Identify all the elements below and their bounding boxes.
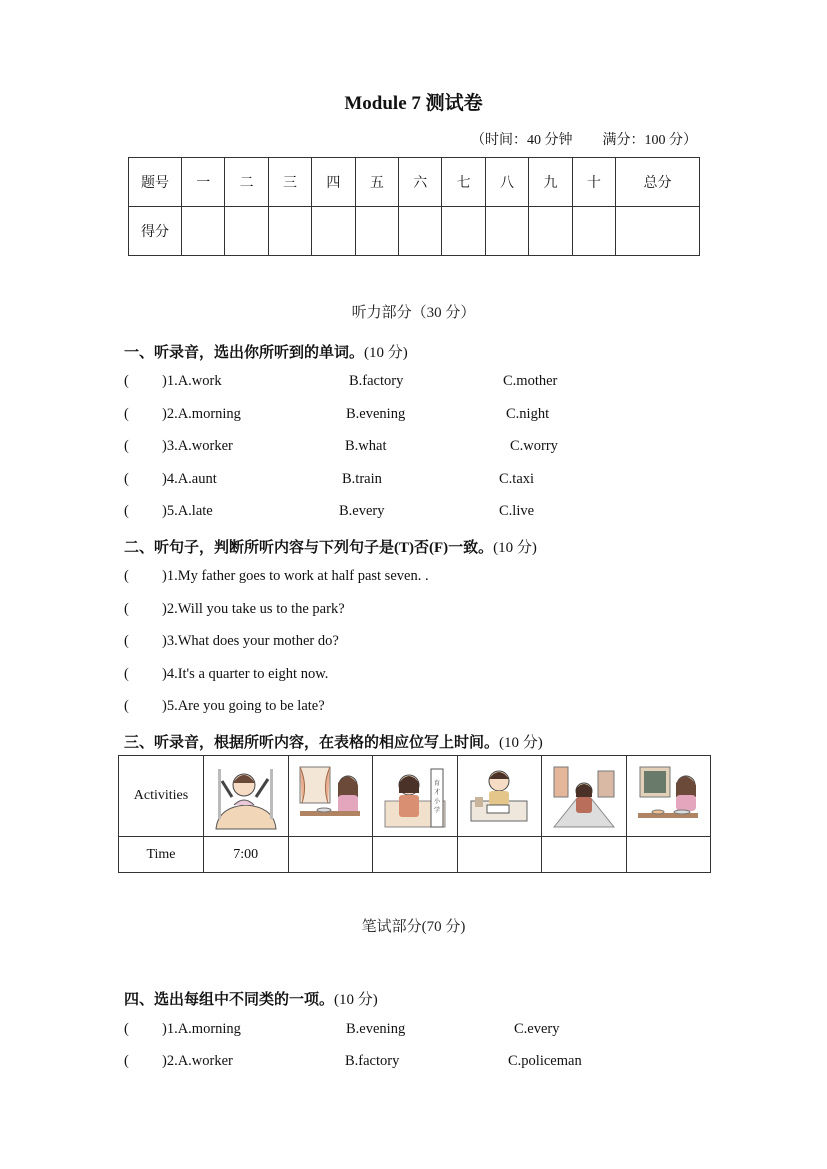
q3-title (124, 731, 543, 752)
time-row (119, 837, 711, 873)
activities-table (118, 755, 711, 873)
answer-paren[interactable]: ( (124, 406, 129, 422)
answer-paren[interactable]: ( (124, 471, 129, 487)
q1-item-b: B.train (342, 471, 382, 487)
q1-item-a: )1.A.work (162, 373, 222, 389)
activity-wake-up-image (204, 756, 289, 837)
q1-item-b: B.every (339, 503, 385, 519)
full-score: 满分：100 分） (602, 133, 697, 148)
q1-item-a: )3.A.worker (162, 438, 233, 454)
q1-item-c: C.night (506, 406, 550, 422)
q1-item-b: B.what (345, 438, 387, 454)
q1-item-c: C.taxi (499, 471, 535, 487)
time-label: Time (119, 837, 204, 873)
score-cell[interactable] (485, 207, 528, 256)
listening-section-header: 听力部分（30 分） (351, 305, 476, 321)
q1-item-b: B.factory (349, 373, 404, 389)
score-table-header-row (129, 158, 700, 207)
score-cell[interactable] (616, 207, 700, 256)
q4-item-b: B.factory (345, 1053, 400, 1069)
q1-item-c: C.worry (510, 438, 558, 454)
q4-points: (10 分) (334, 992, 378, 1008)
q1-item-c: C.mother (503, 373, 558, 389)
answer-paren[interactable]: ( (124, 633, 129, 649)
time-cell[interactable] (542, 837, 627, 873)
answer-paren[interactable]: ( (124, 568, 129, 584)
page-title: Module 7 测试卷 (344, 93, 483, 114)
activity-dinner-image (626, 756, 711, 837)
score-col-7: 七 (442, 158, 485, 207)
q2-sentence: )4.It's a quarter to eight now. (162, 666, 329, 682)
score-col-3: 三 (268, 158, 311, 207)
q4-item-c: C.policeman (508, 1053, 582, 1069)
q1-item-a: )2.A.morning (162, 406, 241, 422)
q4-item-a: )2.A.worker (162, 1053, 233, 1069)
answer-paren[interactable]: ( (124, 698, 129, 714)
score-col-9: 九 (529, 158, 572, 207)
answer-paren[interactable]: ( (124, 438, 129, 454)
score-col-5: 五 (355, 158, 398, 207)
q1-item-c: C.live (499, 503, 535, 519)
q2-sentence: )5.Are you going to be late? (162, 698, 325, 714)
q4-title (124, 988, 378, 1009)
score-col-6: 六 (399, 158, 442, 207)
time-cell[interactable] (373, 837, 458, 873)
q1-title (124, 341, 408, 362)
activity-school-image (373, 756, 458, 837)
q4-item-a: )1.A.morning (162, 1021, 241, 1037)
answer-paren[interactable]: ( (124, 666, 129, 682)
answer-paren[interactable]: ( (124, 373, 129, 389)
q1-title-text: 一、听录音，选出你所听到的单词。 (124, 345, 365, 361)
q1-item-a: )5.A.late (162, 503, 213, 519)
q2-points: (10 分) (493, 540, 537, 556)
score-cell[interactable] (355, 207, 398, 256)
q4-title-text: 四、选出每组中不同类的一项。 (124, 992, 335, 1008)
answer-paren[interactable]: ( (124, 1053, 129, 1069)
q2-title (124, 536, 537, 557)
score-col-8: 八 (485, 158, 528, 207)
time-limit: （时间：40 分钟 (471, 133, 573, 148)
score-cell[interactable] (312, 207, 355, 256)
q2-sentence: )1.My father goes to work at half past seven. . (162, 568, 429, 584)
answer-paren[interactable]: ( (124, 1021, 129, 1037)
score-col-1: 一 (182, 158, 225, 207)
score-cell[interactable] (268, 207, 311, 256)
q4-item-c: C.every (514, 1021, 560, 1037)
q4-item-b: B.evening (346, 1021, 406, 1037)
score-table-score-label: 得分 (129, 207, 182, 256)
q1-item-b: B.evening (346, 406, 406, 422)
answer-paren[interactable]: ( (124, 601, 129, 617)
score-cell[interactable] (399, 207, 442, 256)
time-cell[interactable] (626, 837, 711, 873)
score-cell[interactable] (572, 207, 615, 256)
time-cell[interactable]: 7:00 (204, 837, 289, 873)
q1-points: (10 分) (364, 345, 408, 361)
q3-title-text: 三、听录音，根据所听内容，在表格的相应位写上时间。 (124, 735, 500, 751)
score-cell[interactable] (225, 207, 268, 256)
q1-item-a: )4.A.aunt (162, 471, 217, 487)
score-table (128, 157, 700, 256)
exam-info (467, 129, 697, 149)
answer-paren[interactable]: ( (124, 503, 129, 519)
school-sign-text: 育才小学 (433, 781, 440, 814)
q2-sentence: )2.Will you take us to the park? (162, 601, 345, 617)
q2-title-text: 二、听句子，判断所听内容与下列句子是(T)否(F)一致。 (124, 540, 494, 556)
q2-sentence: )3.What does your mother do? (162, 633, 339, 649)
score-col-total: 总分 (616, 158, 700, 207)
activities-label: Activities (119, 756, 204, 837)
time-cell[interactable] (457, 837, 542, 873)
score-cell[interactable] (442, 207, 485, 256)
q3-points: (10 分) (499, 735, 543, 751)
score-cell[interactable] (529, 207, 572, 256)
score-table-score-row (129, 207, 700, 256)
score-cell[interactable] (182, 207, 225, 256)
score-col-4: 四 (312, 158, 355, 207)
score-col-2: 二 (225, 158, 268, 207)
time-cell[interactable] (288, 837, 373, 873)
activity-go-home-image (542, 756, 627, 837)
writing-section-header: 笔试部分(70 分) (361, 919, 466, 935)
activities-row (119, 756, 711, 837)
score-col-10: 十 (572, 158, 615, 207)
activity-breakfast-image (288, 756, 373, 837)
score-table-header-label: 题号 (129, 158, 182, 207)
activity-study-image (457, 756, 542, 837)
